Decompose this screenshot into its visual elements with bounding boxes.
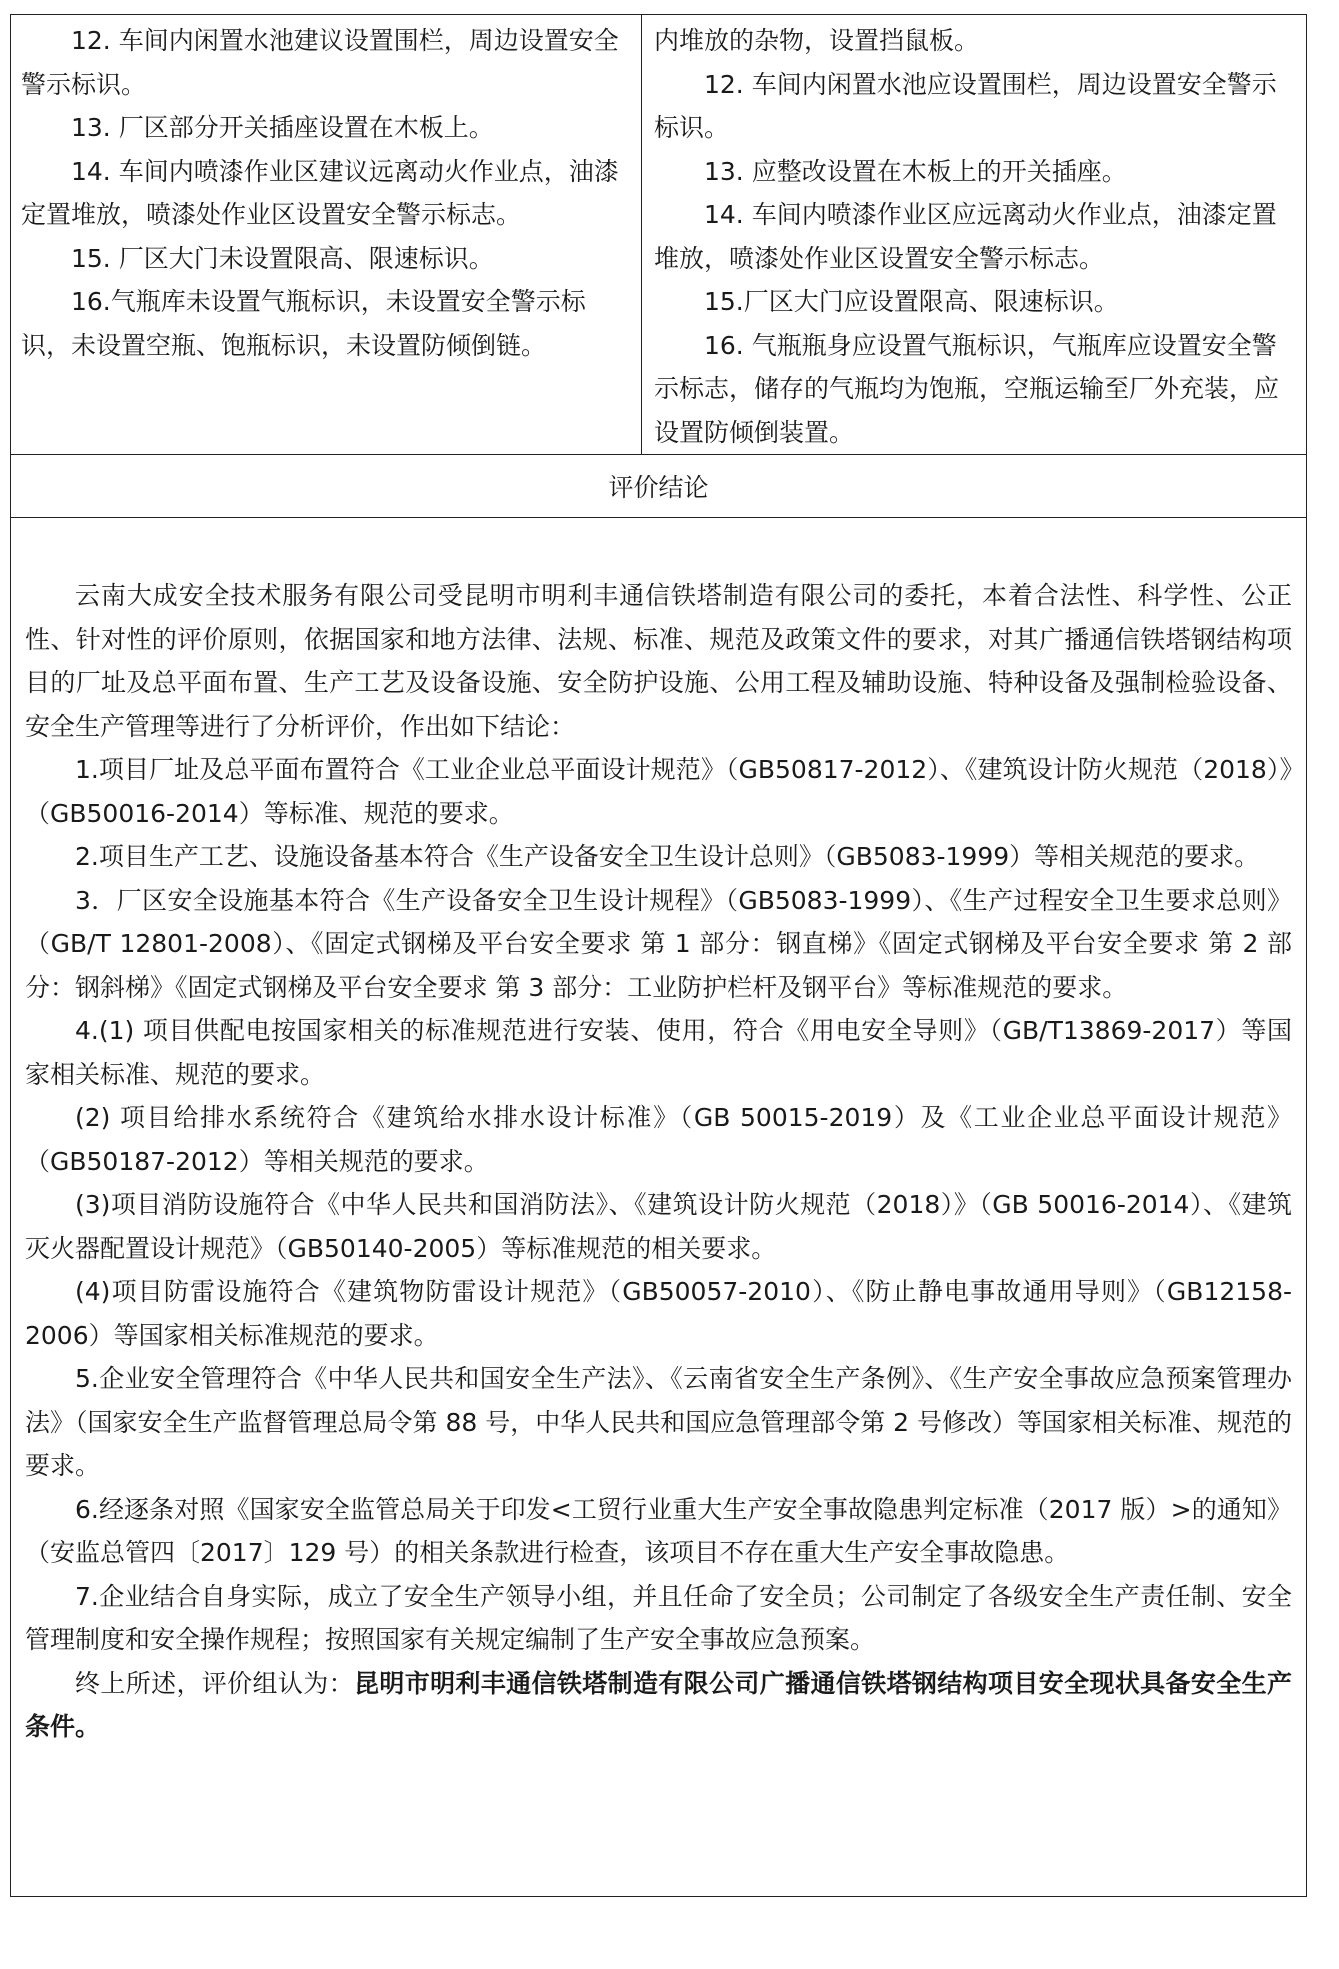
conclusion-point-7: 7.企业结合自身实际，成立了安全生产领导小组，并且任命了安全员；公司制定了各级安全生产责任制、安全管理制度和安全操作规程；按照国家有关规定编制了生产安全事故应急预案。 [25,1581,1292,1654]
measure-continuation: 内堆放的杂物，设置挡鼠板。 [654,26,980,55]
conclusion-point-3: 3．厂区安全设施基本符合《生产设备安全卫生设计规程》（GB5083-1999）、《生产过程安全卫生要求总则》（GB/T 12801-2008）、《固定式钢梯及平台安全要求 第 1 部分：钢直梯》《固定式钢梯及平台安全要求 第 2 部分：钢斜梯》《固定式钢梯及平台安全要求 第 3 部分：工业防护栏杆及钢平台》等标准规范的要求。 [25,885,1292,1002]
summary-prefix: 终上所述，评价组认为： [75,1668,354,1698]
section-header: 评价结论 [11,455,1307,518]
measure-item-13: 13. 应整改设置在木板上的开关插座。 [704,156,1127,186]
conclusion-summary [25,1662,1292,1749]
conclusion-cell [11,518,1307,1897]
conclusion-point-4-4: (4)项目防雷设施符合《建筑物防雷设计规范》（GB50057-2010）、《防止静电事故通用导则》（GB12158-2006）等国家相关标准规范的要求。 [25,1277,1292,1350]
conclusion-point-4-3: (3)项目消防设施符合《中华人民共和国消防法》、《建筑设计防火规范（2018）》（GB 50016-2014）、《建筑灭火器配置设计规范》（GB50140-2005）等标准规范的相关要求。 [25,1190,1292,1263]
conclusion-point-4-1: 4.(1) 项目供配电按国家相关的标准规范进行安装、使用，符合《用电安全导则》（GB/T13869-2017）等国家相关标准、规范的要求。 [25,1016,1292,1089]
issues-cell [11,15,642,455]
evaluation-table [10,14,1307,1897]
conclusion-point-1: 1.项目厂址及总平面布置符合《工业企业总平面设计规范》（GB50817-2012）、《建筑设计防火规范（2018）》（GB50016-2014）等标准、规范的要求。 [25,755,1292,828]
measure-item-12: 12. 车间内闲置水池应设置围栏，周边设置安全警示标识。 [654,69,1277,142]
issue-item-14: 14. 车间内喷漆作业区建议远离动火作业点，油漆定置堆放，喷漆处作业区设置安全警示标志。 [21,156,619,229]
conclusion-intro: 云南大成安全技术服务有限公司受昆明市明利丰通信铁塔制造有限公司的委托，本着合法性、科学性、公正性、针对性的评价原则，依据国家和地方法律、法规、标准、规范及政策文件的要求，对其广播通信铁塔钢结构项目的厂址及总平面布置、生产工艺及设备设施、安全防护设施、公用工程及辅助设施、特种设备及强制检验设备、安全生产管理等进行了分析评价，作出如下结论： [25,581,1292,741]
measure-item-16: 16. 气瓶瓶身应设置气瓶标识，气瓶库应设置安全警示标志，储存的气瓶均为饱瓶，空瓶运输至厂外充装，应设置防倾倒装置。 [654,330,1280,447]
conclusion-point-2: 2.项目生产工艺、设施设备基本符合《生产设备安全卫生设计总则》（GB5083-1999）等相关规范的要求。 [75,842,1260,871]
conclusion-point-6: 6.经逐条对照《国家安全监管总局关于印发<工贸行业重大生产安全事故隐患判定标准（2017 版）>的通知》（安监总管四〔2017〕129 号）的相关条款进行检查，该项目不存在重大生产安全事故隐患。 [25,1494,1292,1567]
issue-item-13: 13. 厂区部分开关插座设置在木板上。 [71,113,494,142]
document-page [10,14,1306,1897]
issue-item-16: 16.气瓶库未设置气瓶标识，未设置安全警示标识，未设置空瓶、饱瓶标识，未设置防倾倒链。 [21,287,586,360]
measure-item-14: 14. 车间内喷漆作业区应远离动火作业点，油漆定置堆放，喷漆处作业区设置安全警示标志。 [654,200,1277,273]
issue-item-12: 12. 车间内闲置水池建议设置围栏，周边设置安全警示标识。 [21,26,619,99]
conclusion-point-5: 5.企业安全管理符合《中华人民共和国安全生产法》、《云南省安全生产条例》、《生产安全事故应急预案管理办法》（国家安全生产监督管理总局令第 88 号，中华人民共和国应急管理部令第 2 号修改）等国家相关标准、规范的要求。 [25,1364,1293,1480]
summary-verdict: 昆明市明利丰通信铁塔制造有限公司广播通信铁塔钢结构项目安全现状具备安全生产条件。 [25,1668,1292,1741]
conclusion-point-4-2: (2) 项目给排水系统符合《建筑给水排水设计标准》（GB 50015-2019）及《工业企业总平面设计规范》（GB50187-2012）等相关规范的要求。 [25,1103,1292,1176]
issue-item-15: 15. 厂区大门未设置限高、限速标识。 [71,243,494,273]
measures-cell [642,15,1307,455]
measure-item-15: 15.厂区大门应设置限高、限速标识。 [704,287,1119,316]
